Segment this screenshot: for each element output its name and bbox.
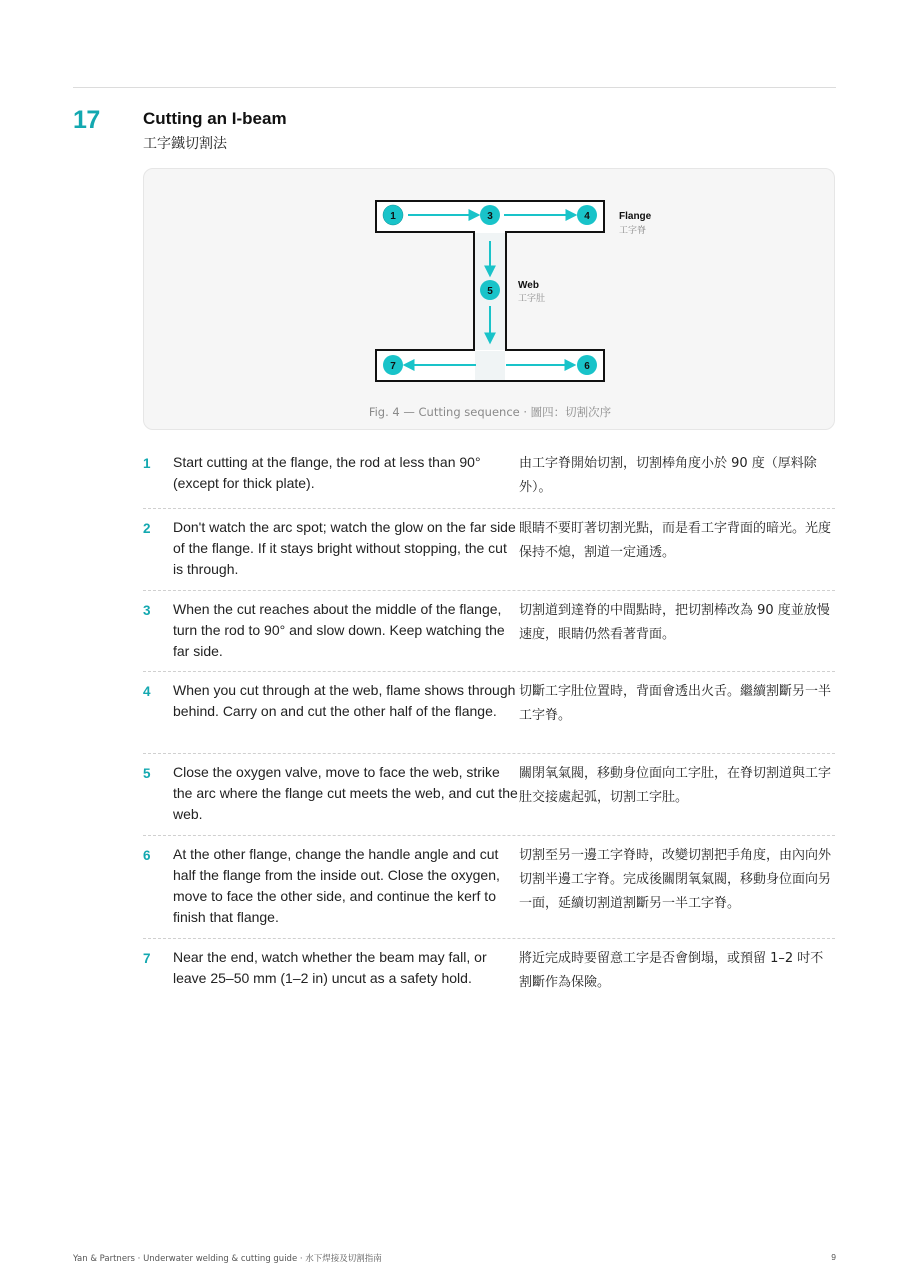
marker-7-label: 7 [390, 361, 396, 372]
marker-1 [383, 205, 403, 225]
marker-6-label: 6 [584, 361, 590, 372]
marker-4 [577, 205, 597, 225]
step-text-en: Don't watch the arc spot; watch the glow on the far side of the flange. If it stays bright without stopping, the cut is through. [173, 519, 516, 577]
step-row [143, 754, 835, 836]
marker-3 [480, 205, 500, 225]
step-text-zh: 由工字脊開始切割，切割棒角度小於 90 度（厚料除外）。 [519, 456, 817, 495]
page-number: 9 [831, 1252, 836, 1262]
step-text-zh: 關閉氧氣閥，移動身位面向工字肚，在脊切割道與工字肚交接處起弧，切割工字肚。 [519, 766, 832, 805]
marker-6 [577, 355, 597, 375]
step-row [143, 939, 835, 1019]
step-text-en: When the cut reaches about the middle of the flange, turn the rod to 90° and slow down. Keep watching the far side. [173, 601, 505, 659]
marker-3-label: 3 [487, 211, 493, 222]
web-label-zh: 工字肚 [518, 294, 546, 304]
step-number: 2 [143, 521, 151, 536]
step-text-en: Near the end, watch whether the beam may fall, or leave 25–50 mm (1–2 in) uncut as a safety hold. [173, 949, 487, 986]
step-number: 7 [143, 951, 151, 966]
step-number: 3 [143, 603, 151, 618]
lower-flange-cut-path [475, 351, 505, 380]
step-row [143, 509, 835, 591]
step-text-zh: 切斷工字肚位置時，背面會透出火舌。繼續割斷另一半工字脊。 [519, 684, 832, 723]
step-text-en: At the other flange, change the handle angle and cut half the flange from the inside out. Close the oxygen, move to face the other side, and continue the kerf to finish that flange. [173, 846, 500, 925]
top-divider [73, 87, 836, 88]
i-beam-diagram [144, 169, 836, 431]
step-text-en: Start cutting at the flange, the rod at less than 90° (except for thick plate). [173, 454, 481, 491]
marker-1-label: 1 [390, 211, 396, 222]
figure-panel [143, 168, 835, 430]
figure-caption: Fig. 4 — Cutting sequence · 圖四：切割次序 [368, 405, 612, 419]
step-text-zh: 切割至另一邊工字脊時，改變切割把手角度，由內向外切割半邊工字脊。完成後關閉氧氣閥，移動身位面向另一面，延續切割道割斷另一半工字脊。 [519, 848, 832, 911]
footer-credit: Yan & Partners · Underwater welding & cutting guide · 水下焊接及切割指南 [73, 1254, 382, 1264]
step-text-zh: 切割道到達脊的中間點時，把切割棒改為 90 度並放慢速度，眼睛仍然看著背面。 [519, 603, 830, 642]
step-number: 6 [143, 848, 151, 863]
step-text-zh: 將近完成時要留意工字是否會倒塌，或預留 1–2 吋不割斷作為保險。 [519, 951, 824, 990]
marker-5-label: 5 [487, 286, 493, 297]
step-row [143, 836, 835, 939]
section-title: Cutting an I-beam [143, 109, 287, 128]
marker-5 [480, 280, 500, 300]
step-text-en: Close the oxygen valve, move to face the web, strike the arc where the flange cut meets the web, and cut the web. [173, 764, 518, 822]
step-number: 4 [143, 684, 151, 699]
section-number: 17 [73, 106, 100, 134]
steps-list [143, 444, 835, 1019]
marker-7 [383, 355, 403, 375]
section-subtitle: 工字鐵切割法 [143, 136, 227, 152]
step-text-zh: 眼睛不要盯著切割光點，而是看工字背面的暗光。光度保持不熄，割道一定通透。 [519, 521, 832, 560]
step-number: 1 [143, 456, 151, 471]
step-row [143, 672, 835, 754]
web-label: Web [518, 280, 539, 291]
step-row [143, 591, 835, 672]
step-text-en: When you cut through at the web, flame shows through behind. Carry on and cut the other half of the flange. [173, 682, 516, 719]
step-row [143, 444, 835, 509]
flange-label-zh: 工字脊 [619, 226, 647, 236]
marker-4-label: 4 [584, 211, 590, 222]
flange-label: Flange [619, 211, 652, 222]
step-number: 5 [143, 766, 151, 781]
